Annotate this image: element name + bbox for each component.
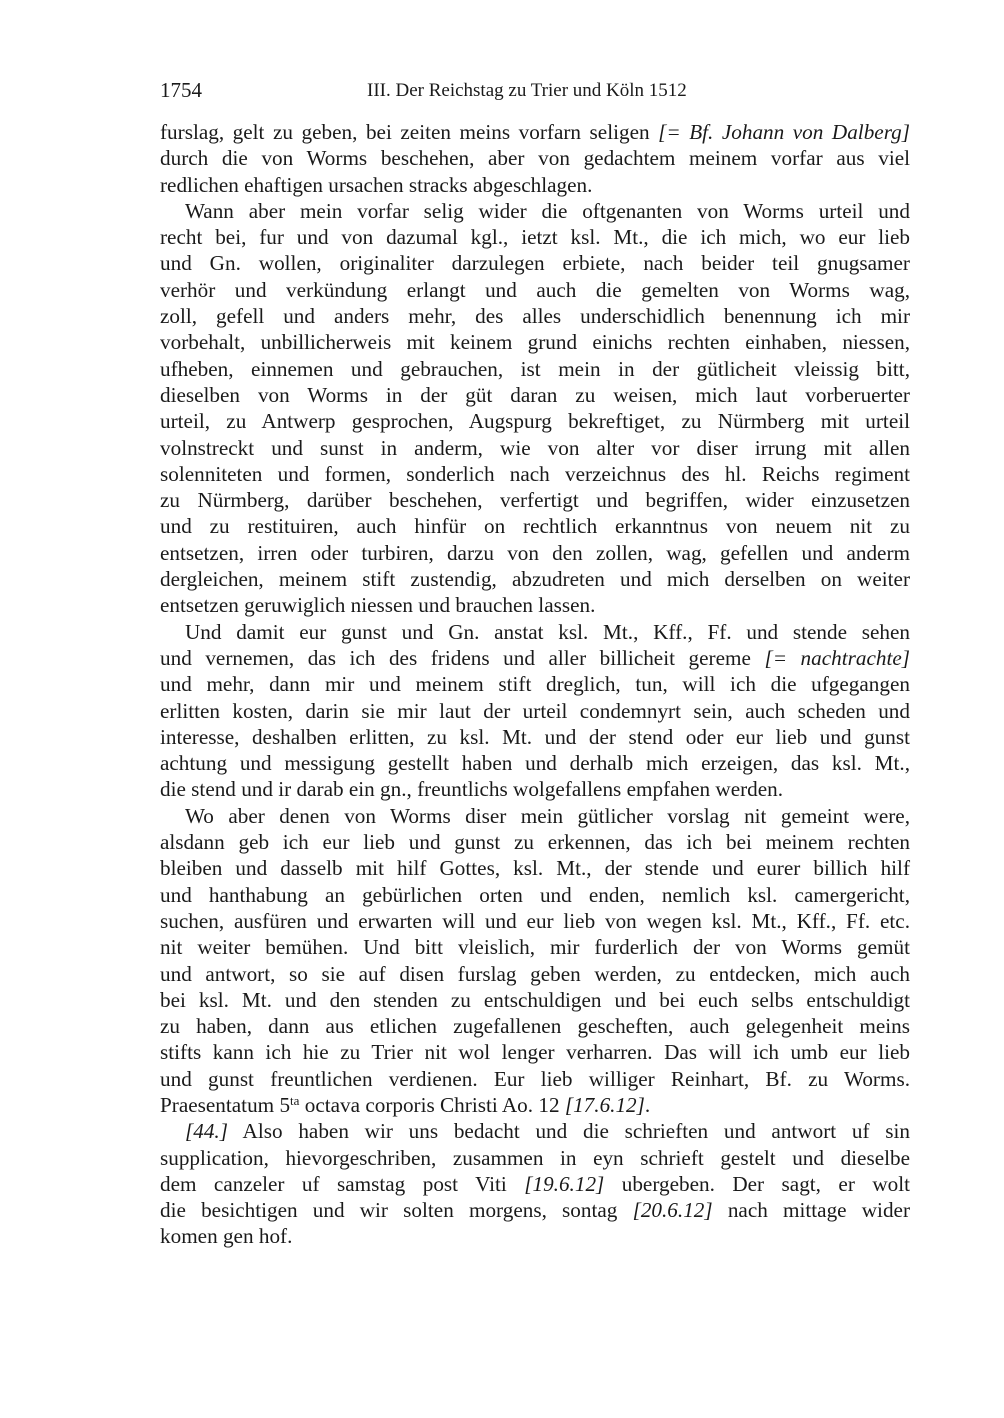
text-run: dem canzeler uf samstag post Viti <box>160 1171 525 1196</box>
text-line <box>160 1066 910 1092</box>
superscript: ta <box>290 1092 300 1108</box>
text-run: komen gen hof. <box>160 1224 293 1249</box>
text-run: bei ksl. Mt. und den stenden zu entschuldigen und bei euch selbs entschuldigt <box>160 987 910 1012</box>
text-run: redlichen ehaftigen ursachen stracks abgeschlagen. <box>160 172 593 197</box>
text-line <box>160 224 910 250</box>
text-run: vorbehalt, unbillicherweis mit keinem grund einichs rechten einhaben, niessen, <box>160 330 910 355</box>
text-line <box>160 1171 910 1197</box>
text-run: Praesentatum 5 <box>160 1092 291 1117</box>
text-run: Also haben wir uns bedacht und die schrieften und antwort uf sin <box>227 1119 910 1144</box>
editorial-annotation: [19.6.12] <box>524 1171 605 1196</box>
text-line <box>160 566 910 592</box>
text-run: supplication, hievorgeschriben, zusammen in eyn schrieft gestelt und dieselbe <box>160 1145 910 1170</box>
text-run: entsetzen geruwiglich niessen und brauchen lassen. <box>160 593 596 618</box>
text-line <box>160 382 910 408</box>
text-run: octava corporis Christi Ao. 12 <box>299 1092 565 1117</box>
text-run: furslag, gelt zu geben, bei zeiten meins vorfarn seligen <box>160 120 659 144</box>
text-line <box>160 776 910 802</box>
text-line <box>160 461 910 487</box>
text-line <box>160 724 910 750</box>
text-run: . <box>644 1092 651 1117</box>
text-run: urteil, zu Antwerp gesprochen, Augspurg bekreftiget, zu Nürmberg mit urteil <box>160 409 910 434</box>
text-line <box>160 513 910 539</box>
text-line <box>160 1092 910 1118</box>
text-line <box>160 829 910 855</box>
text-run: achtung und messigung gestellt haben und derhalb mich erzeigen, das ksl. Mt., <box>160 751 910 776</box>
text-line <box>160 172 910 198</box>
text-line <box>160 1039 910 1065</box>
text-run: Wo aber denen von Worms diser mein gütlicher vorslag nit gemeint were, <box>185 803 910 828</box>
text-run: ufheben, einnemen und gebrauchen, ist mein in der gütlicheit vleissig bitt, <box>160 356 910 381</box>
text-line <box>160 1223 910 1249</box>
text-run: bleiben und dasselb mit hilf Gottes, ksl. Mt., der stende und eurer billich hilf <box>160 856 910 881</box>
text-line <box>160 1118 910 1144</box>
text-run: alsdann geb ich eur lieb und gunst zu erkennen, das ich bei meinem rechten <box>160 830 910 855</box>
text-run: ubergeben. Der sagt, er wolt <box>604 1171 910 1196</box>
text-run: solenniteten und formen, sonderlich nach verzeichnus des hl. Reichs regiment <box>160 461 910 486</box>
text-line <box>160 119 910 145</box>
text-run: dergleichen, meinem stift zustendig, abzudreten und mich derselben on weiter <box>160 567 910 592</box>
text-run: Und damit eur gunst und Gn. anstat ksl. Mt., Kff., Ff. und stende sehen <box>185 619 910 644</box>
text-line <box>160 198 910 224</box>
text-line <box>160 934 910 960</box>
editorial-annotation: [44.] <box>185 1119 228 1144</box>
text-run: stifts kann ich hie zu Trier nit wol lenger verharren. Das will ich umb eur lieb <box>160 1040 910 1065</box>
editorial-annotation: [17.6.12] <box>564 1092 645 1117</box>
text-line <box>160 1197 910 1223</box>
text-run: volnstreckt und sunst in anderm, wie von alter vor diser irrung mit allen <box>160 435 910 460</box>
text-line <box>160 750 910 776</box>
text-run: entsetzen, irren oder turbiren, darzu von den zollen, wag, gefellen und anderm <box>160 540 910 565</box>
text-line <box>160 803 910 829</box>
text-line <box>160 698 910 724</box>
text-run: und hanthabung an gebürlichen orten und enden, nemlich ksl. camergericht, <box>160 882 910 907</box>
running-head <box>160 78 910 106</box>
text-run: und Gn. wollen, originaliter darzulegen erbiete, nach beider teil gnugsamer <box>160 251 910 276</box>
text-run: interesse, deshalben erlitten, zu ksl. Mt. und der stend oder eur lieb und gunst <box>160 724 910 749</box>
running-head-title: III. Der Reichstag zu Trier und Köln 1512 <box>367 80 687 101</box>
text-line <box>160 356 910 382</box>
text-line <box>160 540 910 566</box>
text-run: zu Nürmberg, darüber beschehen, verfertigt und begriffen, wider einzusetzen <box>160 488 910 513</box>
text-run: nit weiter bemühen. Und bitt vleislich, mir furderlich der von Worms gemüt <box>160 935 910 960</box>
text-line <box>160 145 910 171</box>
text-run: recht bei, fur und von dazumal kgl., ietzt ksl. Mt., die ich mich, wo eur lieb <box>160 225 910 250</box>
text-line <box>160 619 910 645</box>
text-run: Wann aber mein vorfar selig wider die oftgenanten von Worms urteil und <box>185 198 910 223</box>
text-run: und mehr, dann mir und meinem stift dreglich, tun, will ich die ufgegangen <box>160 672 910 697</box>
text-line <box>160 277 910 303</box>
text-line <box>160 1013 910 1039</box>
text-line <box>160 671 910 697</box>
text-run: suchen, ausfüren und erwarten will und eur lieb von wegen ksl. Mt., Kff., Ff. etc. <box>160 908 910 933</box>
text-run: die besichtigen und wir solten morgens, sontag <box>160 1198 633 1223</box>
text-line <box>160 908 910 934</box>
text-run: und antwort, so sie auf disen furslag geben werden, zu entdecken, mich auch <box>160 961 910 986</box>
text-run: durch die von Worms beschehen, aber von gedachtem meinem vorfar aus viel <box>160 146 910 171</box>
text-run: erlitten kosten, darin sie mir laut der urteil condemnyrt sein, auch scheden und <box>160 698 910 723</box>
text-run: zoll, gefell und anders mehr, des alles underschidlich benennung ich mir <box>160 304 910 329</box>
text-run: und vernemen, das ich des fridens und aller billicheit gereme <box>160 645 765 670</box>
text-run: und zu restituiren, auch hinfür on rechtlich erkanntnus von neuem nit zu <box>160 514 910 539</box>
text-run: dieselben von Worms in der güt daran zu weisen, mich laut vorberuerter <box>160 382 910 407</box>
text-line <box>160 987 910 1013</box>
text-line <box>160 303 910 329</box>
text-run: verhör und verkündung erlangt und auch die gemelten von Worms wag, <box>160 277 910 302</box>
text-line <box>160 435 910 461</box>
text-line <box>160 329 910 355</box>
page-number: 1754 <box>160 78 202 102</box>
text-run: die stend und ir darab ein gn., freuntlichs wolgefallens empfahen werden. <box>160 777 784 802</box>
text-line <box>160 487 910 513</box>
text-line <box>160 882 910 908</box>
editorial-annotation: [= Bf. Johann von Dalberg] <box>658 120 910 144</box>
text-line <box>160 1145 910 1171</box>
editorial-annotation: [20.6.12] <box>632 1198 713 1223</box>
text-line <box>160 408 910 434</box>
text-run: zu haben, dann aus etlichen zugefallenen gescheften, auch gelegenheit meins <box>160 1014 910 1039</box>
text-line <box>160 592 910 618</box>
text-line <box>160 855 910 881</box>
text-line <box>160 250 910 276</box>
text-run: nach mittage wider <box>712 1198 911 1223</box>
editorial-annotation: [= nachtrachte] <box>764 645 910 670</box>
text-line <box>160 645 910 671</box>
text-run: und gunst freuntlichen verdienen. Eur lieb williger Reinhart, Bf. zu Worms. <box>160 1066 910 1091</box>
text-line <box>160 961 910 987</box>
body-text <box>160 119 910 1250</box>
